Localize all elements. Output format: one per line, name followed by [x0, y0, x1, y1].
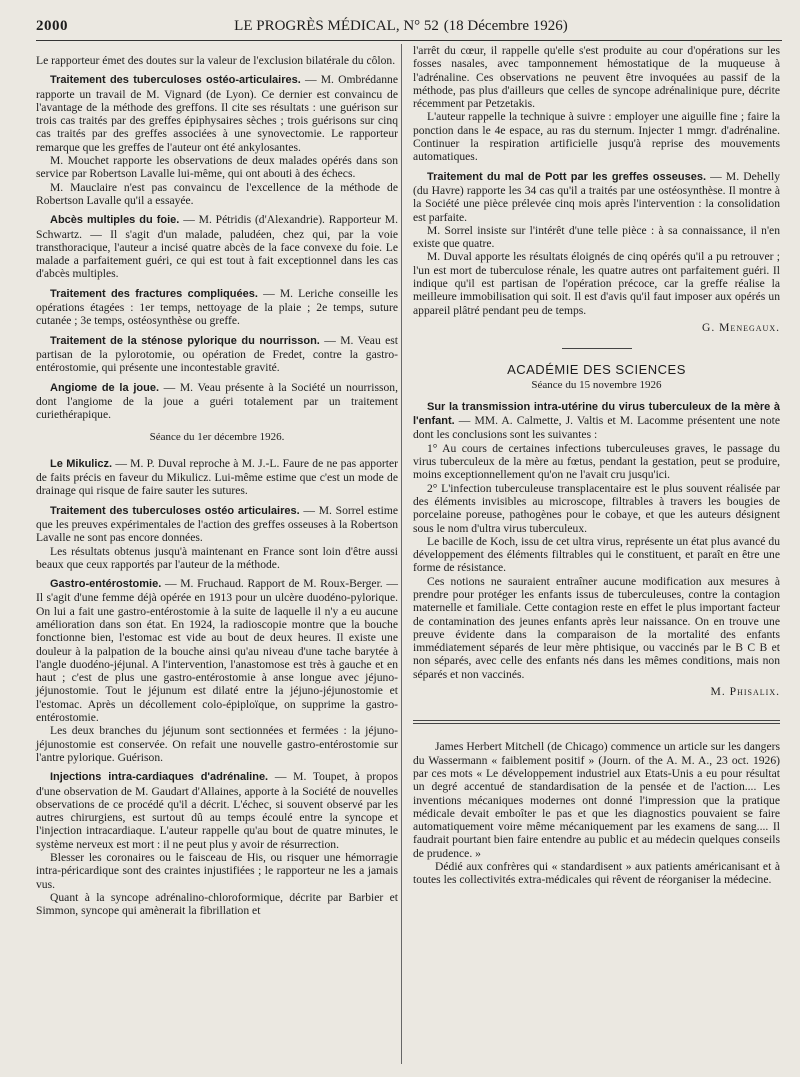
article-text: — M. Ombrédanne rapporte un travail de M. Vignard (de Lyon). Ce dernier est convaincu de l'avantage de la méthode des greffons. Il cite ses résultats : une guérison sur trois cas traités par des greffes épiphysaires sèches ; trois guérisons sur cinq cas traités par des greffes associées à une synovectomie. Le rapporteur remarque que les greffes de l'auteur ont été ankylosantes.: [36, 73, 398, 154]
article-text: — M. P. Duval reproche à M. J.-L. Faure de ne pas apporter de faits précis en faveur du Mikulicz. Lui-même estime que c'est un mode de drainage qui risque de faire sauter les sutures.: [36, 456, 398, 498]
paragraph: M. Mouchet rapporte les observations de deux malades opérés dans son service par Robertson Lavalle lui-même, qui ont abouti à des échecs.: [36, 154, 398, 181]
right-column: [413, 44, 780, 887]
paragraph: Blesser les coronaires ou le faisceau de His, ou risquer une hémorragie intra-péricardique sont des craintes injustifiées ; le rapporteur ne les a jamais vus.: [36, 851, 398, 891]
paragraph: M. Sorrel insiste sur l'intérêt d'une telle pièce : à sa connaissance, il n'en existe que quatre.: [413, 223, 780, 251]
article-title: Traitement des tuberculoses ostéo-articulaires.: [50, 74, 301, 87]
signature-phisalix: M. Phisalix.: [710, 685, 780, 699]
journal-title-text: LE PROGRÈS MÉDICAL, N° 52: [234, 18, 439, 34]
article-title: Abcès multiples du foie.: [50, 214, 180, 227]
paragraph: M. Mauclaire n'est pas convaincu de l'excellence de la méthode de Robertson Lavalle qu'il a essayée.: [36, 180, 398, 207]
paragraph: Les résultats obtenus jusqu'à maintenant en France sont loin d'être aussi beaux que ceux rapportés par l'auteur de la méthode.: [36, 544, 398, 571]
intro-paragraph: Le rapporteur émet des doutes sur la valeur de l'exclusion bilatérale du côlon.: [36, 54, 396, 67]
paragraph: 1° Au cours de certaines infections tuberculeuses graves, le passage du virus tuberculeux de la mère au fœtus, pendant la gestation, peut se produire, moins exceptionnellement qu'on ne l'avait cru jusqu'ici.: [413, 441, 780, 482]
paragraph: Les deux branches du jéjunum sont sectionnées et fermées : la jéjuno-jéjunostomie est conservée. On refait une nouvelle gastro-entérostomie sur l'antre pylorique. Guérison.: [36, 724, 398, 764]
left-column: [36, 54, 398, 918]
article-gastro: [36, 577, 398, 724]
seance-heading: Séance du 1er décembre 1926.: [149, 431, 285, 444]
article-tuberculoses-2: [36, 504, 398, 545]
journal-title: [36, 18, 766, 35]
article-title: Gastro-entérostomie.: [50, 578, 162, 591]
article-title: Traitement du mal de Pott par les greffes osseuses.: [427, 170, 707, 183]
paragraph: Quant à la syncope adrénalino-chloroformique, décrite par Barbier et Simmon, syncope qui amènerait la fibrillation et: [36, 890, 398, 918]
article-title: Angiome de la joue.: [50, 381, 160, 394]
article-abces: [36, 213, 398, 280]
journal-date: (18 Décembre 1926): [443, 18, 568, 34]
continuation-paragraph: l'arrêt du cœur, il rappelle qu'elle s'est produite au cour d'opérations sur les fosses nasales, avec tamponnement hémostatique de la muqueuse à l'adrénaline. Ces observations ne peuvent être invoquées au passif de la méthode, pas plus d'ailleurs que celles de syncope adrénalinique pure, décrite récemment par Petzetakis.: [413, 44, 780, 111]
article-injections: [36, 770, 398, 851]
paragraph: 2° L'infection tuberculeuse transplacentaire est le plus souvent réalisée par des éléments invisibles au microscope, filtrables à travers les bougies de porcelaine poreuse, pathogènes pour le cobaye, et que les auteurs désignent sous le nom d'ultra virus tuberculeux.: [413, 481, 780, 535]
paragraph: Ces notions ne sauraient entraîner aucune modification aux mesures à prendre pour protéger les enfants issus de tuberculeuses, contre la contagion maternelle et familiale. Cette contagion reste en effet le plus important facteur de contamination des jeunes enfants après leur naissance. On en trouve une preuve évidente dans la comparaison de la mortalité des enfants immédiatement séparés de leur mère phtisique, ou vaccinés par le B C B et non séparés, avec celle des enfants nés dans les mêmes conditions, mais non séparés et non vaccinés.: [413, 574, 780, 681]
article-text: — M. Veau est partisan de la pylorotomie, ou opération de Fredet, contre la gastro-entérostomie, qui présente une incontestable gravité.: [36, 333, 398, 375]
article-text: — MM. A. Calmette, J. Valtis et M. Lacomme présentent une note dont les conclusions sont les suivantes :: [413, 414, 780, 442]
header-rule: [36, 40, 782, 41]
paragraph: M. Duval apporte les résultats éloignés de cinq opérés qu'il a pu retrouver ; l'un est mort de tuberculose rénale, les quatre autres ont parfaitement guéri. Il indique qu'il est partisan de l'opération précoce, car la greffe réalise la meilleure immobilisation qui soit. Il est d'avis qu'il faut imposer aux opérés un appareil plâtré pendant peu de temps.: [413, 250, 780, 317]
article-text: — M. Toupet, à propos d'une observation de M. Gaudart d'Allaines, apporte à la Société de nouvelles observations de ce procédé qu'il a décrit. L'échec, si souvent observé par les autres chirurgiens, est surtout dû au temps écoulé entre la syncope et l'injection intracardiaque. L'auteur rappelle qu'au bout de quatre minutes, le système nerveux est mort : il ne peut plus y avoir de résurrection.: [36, 770, 399, 851]
mitchell-note: James Herbert Mitchell (de Chicago) commence un article sur les dangers du Wassermann « faiblement positif » (Journ. of the A. M. A., 23 oct. 1926) par ces mots « Le développement industriel aux Etats-Unis a eu pour résultat un degré accentué de standardisation de la pensée et de l'action.... Les inventions mécaniques modernes ont donné l'impression que la pratique médicale devait emboîter le pas et que les diagnostics pouvaient se faire automatiquement voire même mécaniquement par les examens de sang.... Il faudrait pourtant bien faire entendre au public et au médecin quelques conseils de prudence. »: [413, 740, 780, 860]
article-transmission: [413, 400, 780, 442]
article-title: Injections intra-cardiaques d'adrénaline.: [50, 771, 269, 784]
page-number: 2000: [36, 18, 68, 34]
article-angiome: [36, 381, 398, 422]
column-divider: [401, 44, 402, 1064]
article-text: — M. Fruchaud. Rapport de M. Roux-Berger. — Il s'agit d'une femme déjà opérée en 1913 pour un ulcère duodéno-pylorique. On lui a fait une gastro-entérostomie à la suite de laquelle il n'y a eu aucune amélioration dans son état. En 1924, la radioscopie montre que la bouche fonctionne bien, l'estomac est vide au bout de deux heures. Il existe une douleur à la palpation de la bouche ainsi qu'au niveau d'une tache barytée à l'angle duodéno-jéjunal. A l'intervention, l'anastomose est très à gauche et en haut ; c'est de plus une gastro-entérostomie à anse longue avec jéjuno-jéjunostomie. Tout le jéjunum est dilaté entre la jéjuno-jéjunostomie et l'estomac. Après un décollement colo-épiploïque, on supprime la gastro-entérostomie.: [36, 577, 398, 725]
paragraph: L'auteur rappelle la technique à suivre : employer une aiguille fine ; faire la ponction dans le 4e espace, au ras du sternum. Injecter 1 mmgr. d'adrénaline. Continuer la respiration artificielle jusqu'à reprise des mouvements automatiques.: [413, 110, 780, 164]
mitchell-dedication: Dédié aux confrères qui « standardisent » aux patients américanisant et à toutes les collectivités extra-médicales qui rêvent de réorganiser la médecine.: [413, 860, 780, 887]
section-date: Séance du 15 novembre 1926: [531, 378, 662, 391]
section-rule: [562, 348, 632, 349]
article-text: — M. Dehelly (du Havre) rapporte les 34 cas qu'il a traités par une ostéosynthèse. Il montre à la Société une pièce prélevée cinq mois après l'intervention : la consolidation est parfaite.: [413, 169, 780, 224]
article-text: — M. Sorrel estime que les preuves expérimentales de l'action des greffes osseuses à la Robertson Lavalle ne sont pas encore données.: [36, 503, 398, 545]
article-text: — M. Leriche conseille les opérations étagées : 1er temps, nettoyage de la plaie ; 2e temps, suture cutanée ; 3e temps, ostéosynthèse ou greffe.: [36, 286, 398, 328]
article-mikulicz: [36, 457, 398, 498]
double-rule: [413, 720, 780, 724]
article-pott: [413, 170, 780, 224]
article-title: Traitement des fractures compliquées.: [50, 287, 258, 300]
article-title: Sur la transmission intra-utérine du virus tuberculeux de la mère à l'enfant.: [413, 400, 780, 428]
article-text: — M. Pétridis (d'Alexandrie). Rapporteur M. Schwartz. — Il s'agit d'un malade, paludéen, chez qui, par la voie transthoracique, l'auteur a incisé quatre abcès de la face convexe du foie. Le malade a parfaitement guéri, ce qui est tout à fait exceptionnel dans les cas d'abcès multiples.: [36, 213, 398, 281]
article-text: — M. Veau présente à la Société un nourrisson, dont l'angiome de la joue a guéri totalement par un traitement curiethérapique.: [36, 380, 399, 422]
signature-menegaux: G. Menegaux.: [701, 320, 780, 334]
article-title: Le Mikulicz.: [50, 457, 113, 470]
article-fractures: [36, 287, 398, 328]
page-header: [36, 18, 766, 40]
article-title: Traitement de la sténose pylorique du nourrisson.: [50, 334, 320, 347]
section-title-academie: ACADÉMIE DES SCIENCES: [507, 362, 686, 378]
article-stenose: [36, 334, 398, 375]
paragraph: Le bacille de Koch, issu de cet ultra virus, représente un état plus avancé du développement des éléments filtrables qui le constituent, et paraît en être une forme de résistance.: [413, 534, 780, 575]
article-title: Traitement des tuberculoses ostéo articulaires.: [50, 504, 300, 517]
article-tuberculoses: [36, 73, 398, 154]
